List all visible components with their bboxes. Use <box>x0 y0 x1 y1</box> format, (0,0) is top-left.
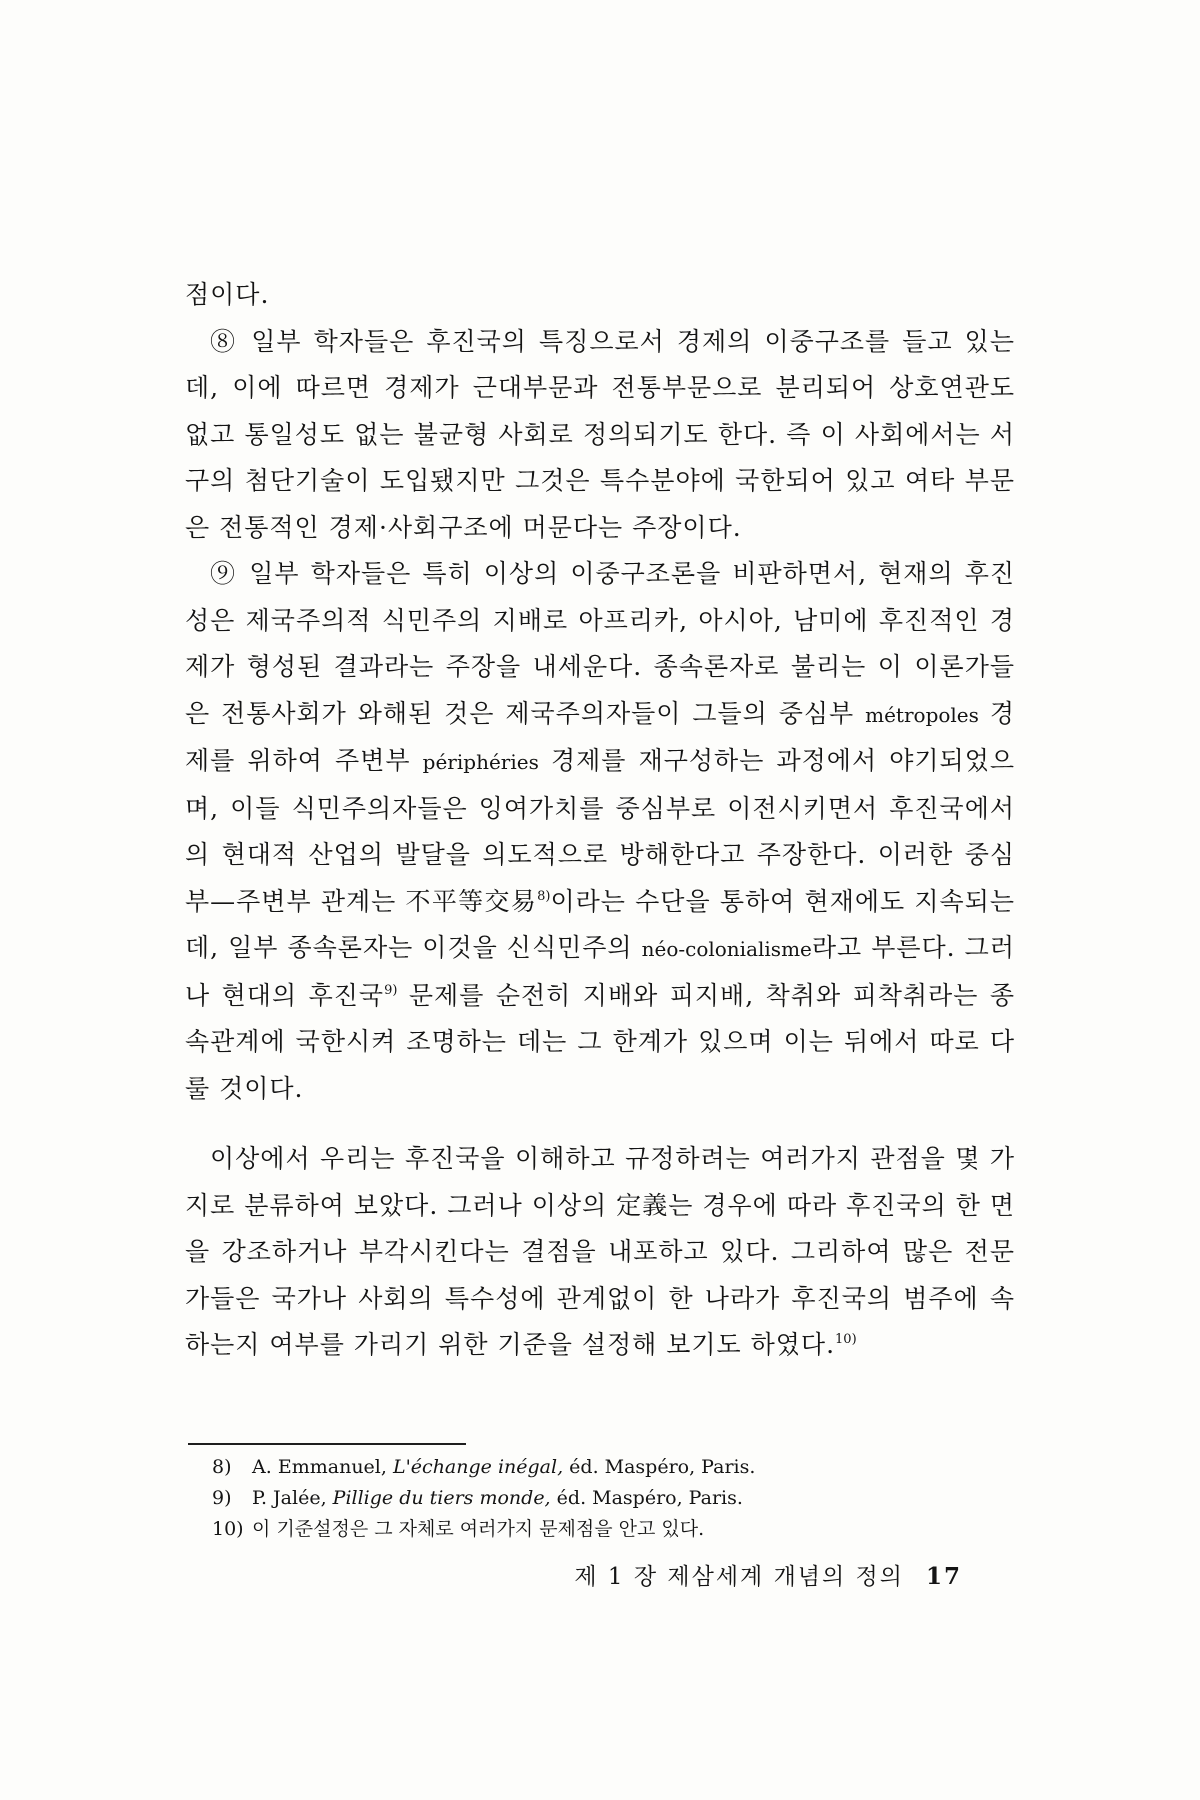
footnote-title: Pillige du tiers monde, <box>332 1487 551 1509</box>
text-run: 경제를 위하여 주변부 <box>185 698 1015 775</box>
french-term-neocolonialisme: néo-colonialisme <box>641 937 812 961</box>
french-term-peripheries: périphéries <box>422 750 539 774</box>
footnote-text: 이 기준설정은 그 자체로 여러가지 문제점을 안고 있다. <box>252 1518 705 1540</box>
body-text <box>185 272 1015 1369</box>
footnote-10 <box>212 1514 972 1545</box>
running-footer <box>574 1558 962 1591</box>
chapter-title: 제 1 장 제삼세계 개념의 정의 <box>574 1564 904 1590</box>
text-run: ⑨ 일부 학자들은 특히 이상의 이중구조론을 비판하면서, 현재의 후진성은 제국주의적 식민주의 지배로 아프리카, 아시아, 남미에 후진적인 경제가 형성된 결과라는 주장을 내세운다. 종속론자로 불리는 이 이론가들은 전통사회가 와해된 것은 제국주의자들이 그들의 중심부 <box>185 559 1015 728</box>
footnotes <box>212 1452 972 1545</box>
text-run: 이상에서 우리는 후진국을 이해하고 규정하려는 여러가지 관점을 몇 가지로 분류하여 보았다. 그러나 이상의 定義는 경우에 따라 후진국의 한 면을 강조하거나 부각시킨다는 결점을 내포하고 있다. 그리하여 많은 전문가들은 국가나 사회의 특수성에 관계없이 한 나라가 후진국의 범주에 속하는지 여부를 가리기 위한 기준을 설정해 보기도 하였다. <box>185 1144 1015 1359</box>
footnote-number: 8) <box>212 1456 232 1478</box>
footnote-8 <box>212 1452 972 1483</box>
footnote-publisher: éd. Maspéro, Paris. <box>556 1487 743 1509</box>
paragraph-item-8: ⑧ 일부 학자들은 후진국의 특징으로서 경제의 이중구조를 들고 있는데, 이에 따르면 경제가 근대부문과 전통부문으로 분리되어 상호연관도 없고 통일성도 없는 불균형 사회로 정의되기도 한다. 즉 이 사회에서는 서구의 첨단기술이 도입됐지만 그것은 특수분야에 국한되어 있고 여타 부문은 전통적인 경제·사회구조에 머문다는 주장이다. <box>185 326 1015 542</box>
footnote-author: P. Jalée, <box>252 1487 327 1509</box>
footnote-number: 9) <box>212 1487 232 1509</box>
text-run: 라고 부른다. 그러나 현대의 후진국 <box>185 933 1015 1010</box>
footnote-publisher: éd. Maspéro, Paris. <box>569 1456 756 1478</box>
text-run: 이라는 수단을 통하여 현재에도 지속되는데, 일부 종속론자는 이것을 신식민주의 <box>185 886 1015 962</box>
page-number: 17 <box>925 1563 962 1590</box>
footnote-number: 10) <box>212 1518 244 1540</box>
footnote-separator <box>188 1443 466 1445</box>
text-run: 문제를 순전히 지배와 피지배, 착취와 피착취라는 종속관계에 국한시켜 조명하는 데는 그 한계가 있으며 이는 뒤에서 따로 다룰 것이다. <box>185 980 1015 1103</box>
footnote-9 <box>212 1483 972 1514</box>
footnote-title: L'échange inégal, <box>392 1456 564 1478</box>
paragraph-item-9 <box>185 551 1015 1112</box>
footnote-ref-10: 10) <box>835 1332 857 1347</box>
paragraph-continuation: 점이다. <box>185 280 270 309</box>
footnote-ref-8: 8) <box>537 888 551 904</box>
footnote-ref-9: 9) <box>384 982 398 998</box>
text-run: 경제를 재구성하는 과정에서 야기되었으며, 이들 식민주의자들은 잉여가치를 중심부로 이전시키면서 후진국에서의 현대적 산업의 발달을 의도적으로 방해한다고 주장한다. 이러한 중심부—주변부 관계는 不平等交易 <box>185 746 1016 916</box>
footnote-author: A. Emmanuel, <box>252 1456 387 1478</box>
french-term-metropoles: métropoles <box>865 702 979 727</box>
paragraph-summary <box>185 1136 1015 1369</box>
